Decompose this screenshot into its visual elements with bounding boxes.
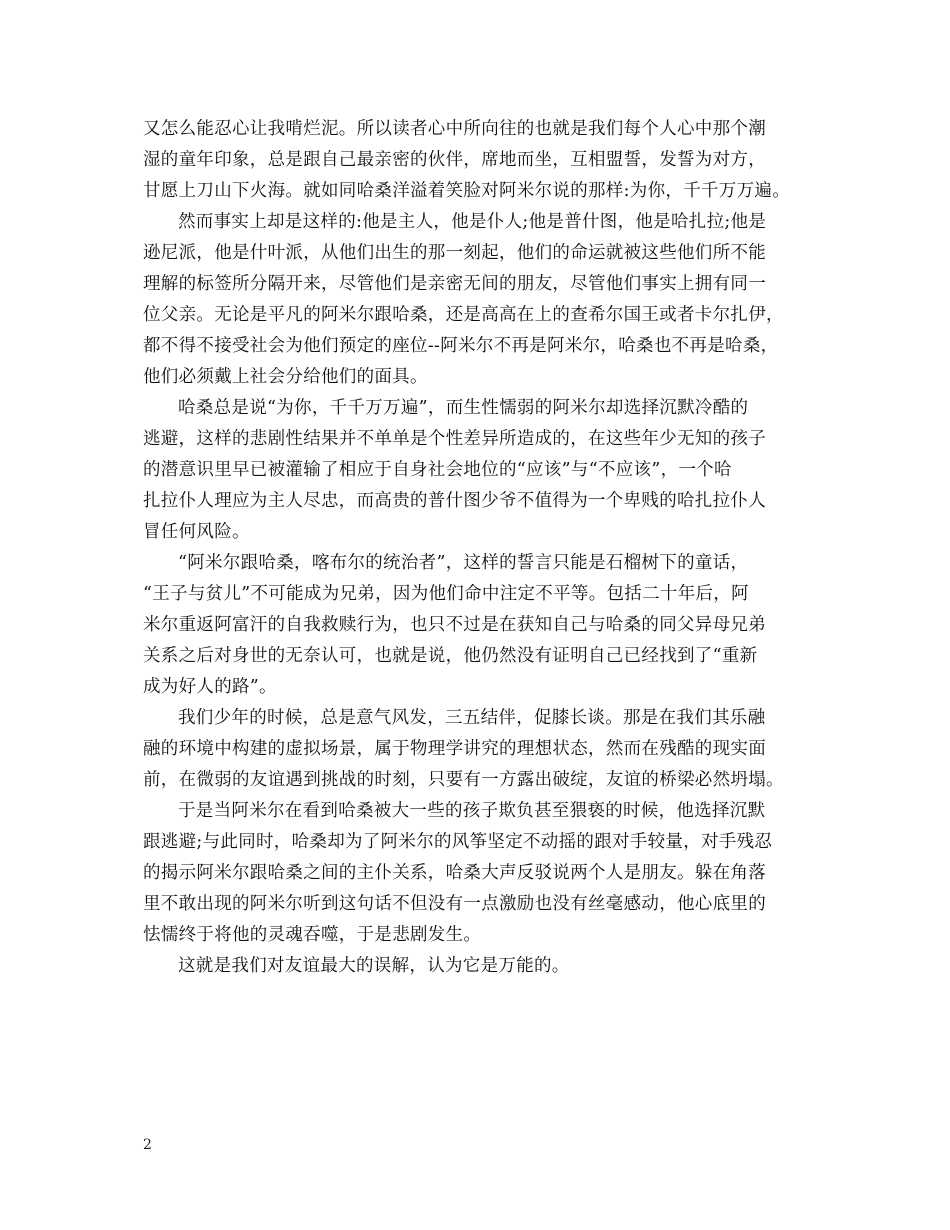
text-line: 位父亲。无论是平凡的阿米尔跟哈桑，还是高高在上的查希尔国王或者卡尔扎伊， [143, 305, 784, 325]
body-text [143, 114, 823, 982]
text-line: “王子与贫儿”不可能成为兄弟，因为他们命中注定不平等。包括二十年后，阿 [143, 584, 749, 604]
paragraph-first-line: “阿米尔跟哈桑，喀布尔的统治者”，这样的誓言只能是石榴树下的童话， [178, 553, 749, 573]
text-line: 里不敢出现的阿米尔听到这句话不但没有一点激励也没有丝毫感动，他心底里的 [143, 894, 766, 914]
paragraph-first-line: 我们少年的时候，总是意气风发，三五结伴，促膝长谈。那是在我们其乐融 [178, 708, 766, 728]
text-line: 的潜意识里早已被灌输了相应于自身社会地位的“应该”与“不应该”，一个哈 [143, 460, 732, 480]
text-line: 跟逃避;与此同时，哈桑却为了阿米尔的风筝坚定不动摇的跟对手较量，对手残忍 [143, 832, 773, 852]
page-number: 2 [143, 1137, 152, 1153]
text-line: 都不得不接受社会为他们预定的座位--阿米尔不再是阿米尔，哈桑也不再是哈桑， [143, 336, 779, 356]
text-line: 米尔重返阿富汗的自我救赎行为，也只不过是在获知自己与哈桑的同父异母兄弟 [143, 615, 766, 635]
text-line: 融的环境中构建的虚拟场景，属于物理学讲究的理想状态，然而在残酷的现实面 [143, 739, 766, 759]
text-line: 逊尼派，他是什叶派，从他们出生的那一刻起，他们的命运就被这些他们所不能 [143, 243, 766, 263]
paragraph-first-line: 哈桑总是说“为你，千千万万遍”，而生性懦弱的阿米尔却选择沉默冷酷的 [178, 398, 749, 418]
paragraph-first-line: 于是当阿米尔在看到哈桑被大一些的孩子欺负甚至猥亵的时候，他选择沉默 [178, 801, 766, 821]
text-line: 冒任何风险。 [143, 522, 250, 542]
text-line: 扎拉仆人理应为主人尽忠，而高贵的普什图少爷不值得为一个卑贱的哈扎拉仆人 [143, 491, 766, 511]
text-line: 前，在微弱的友谊遇到挑战的时刻，只要有一方露出破绽，友谊的桥梁必然坍塌。 [143, 770, 784, 790]
text-line: 逃避，这样的悲剧性结果并不单单是个性差异所造成的，在这些年少无知的孩子 [143, 429, 766, 449]
text-line: 关系之后对身世的无奈认可，也就是说，他仍然没有证明自己已经找到了“重新 [143, 646, 758, 666]
text-line: 成为好人的路”。 [143, 677, 277, 697]
text-line: 的揭示阿米尔跟哈桑之间的主仆关系，哈桑大声反驳说两个人是朋友。躲在角落 [143, 863, 766, 883]
text-line: 他们必须戴上社会分给他们的面具。 [143, 367, 428, 387]
text-line: 湿的童年印象，总是跟自己最亲密的伙伴，席地而坐，互相盟誓，发誓为对方， [143, 150, 766, 170]
text-line: 甘愿上刀山下火海。就如同哈桑洋溢着笑脸对阿米尔说的那样:为你，千千万万遍。 [143, 181, 790, 201]
text-line: 理解的标签所分隔开来，尽管他们是亲密无间的朋友，尽管他们事实上拥有同一 [143, 274, 766, 294]
paragraph-first-line: 然而事实上却是这样的:他是主人，他是仆人;他是普什图，他是哈扎拉;他是 [178, 212, 767, 232]
paragraph-first-line: 这就是我们对友谊最大的误解，认为它是万能的。 [178, 956, 570, 976]
text-line: 又怎么能忍心让我啃烂泥。所以读者心中所向往的也就是我们每个人心中那个潮 [143, 119, 766, 139]
text-line: 怯懦终于将他的灵魂吞噬，于是悲剧发生。 [143, 925, 482, 945]
